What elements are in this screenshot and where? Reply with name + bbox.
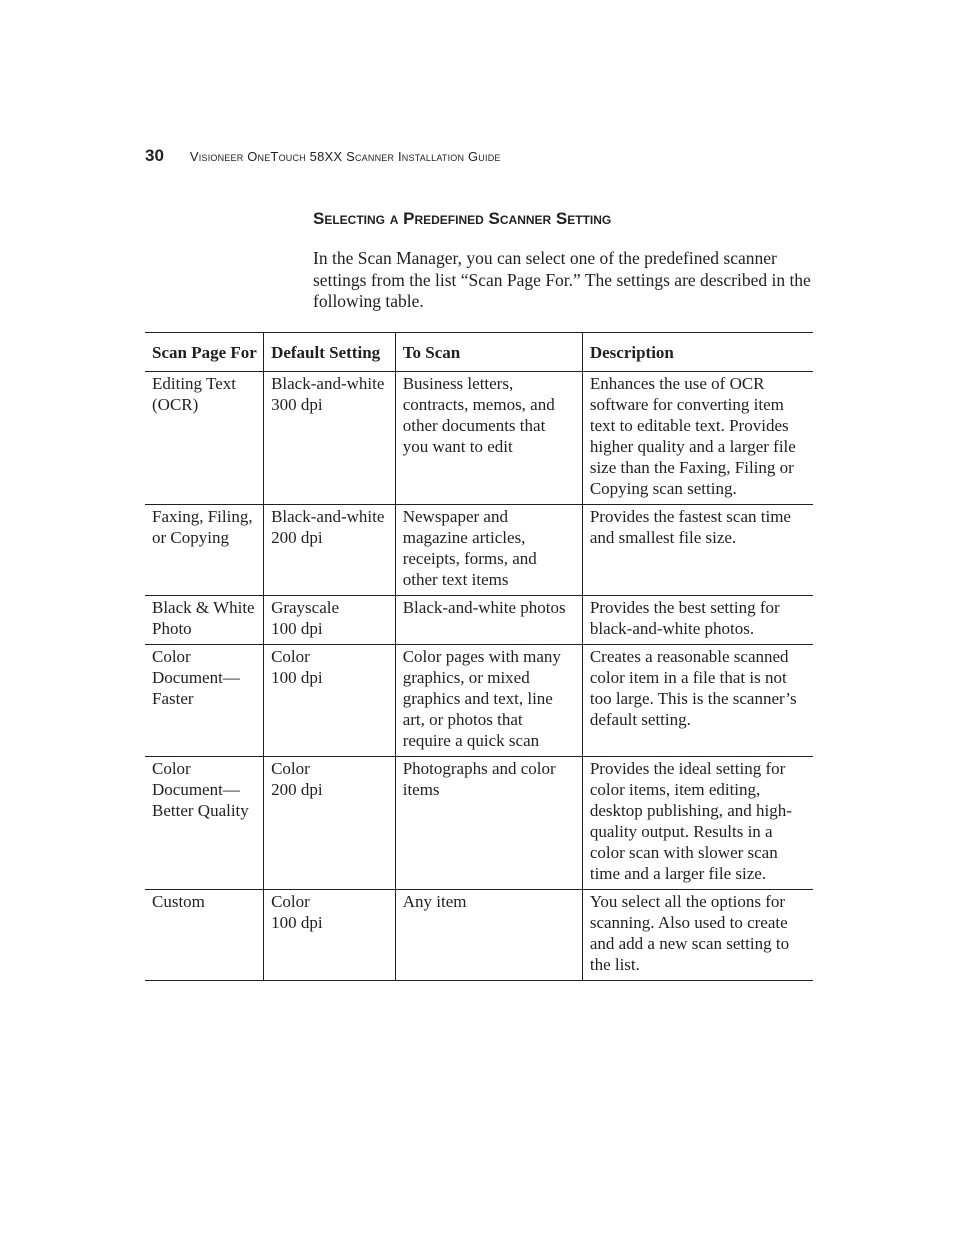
cell-text: Black-and-white 200 dpi: [271, 507, 385, 547]
cell-text: Creates a reasonable scanned color item in a file that is not too large. This is the scanner’s default setting.: [589, 647, 797, 729]
cell-text: Color 200 dpi: [271, 759, 323, 799]
cell-text: Grayscale 100 dpi: [271, 598, 340, 638]
scanner-settings-table: [145, 332, 813, 981]
cell-scan-page-for: [145, 596, 264, 645]
table-row: [145, 645, 813, 757]
cell-text: Provides the fastest scan time and smallest file size.: [589, 507, 791, 547]
cell-text: Newspaper and magazine articles, receipts, forms, and other text items: [402, 507, 537, 589]
table-header-row: [145, 333, 813, 372]
cell-default-setting: [264, 890, 396, 981]
cell-text: Any item: [402, 892, 467, 911]
column-header-scan-page-for: Scan Page For: [145, 333, 264, 372]
cell-text: Enhances the use of OCR software for converting item text to editable text. Provides higher quality and a larger file size than the Faxing, Filing or Copying scan setting.: [589, 374, 796, 498]
page-header: [145, 146, 501, 166]
table-row: [145, 890, 813, 981]
cell-description: [582, 505, 813, 596]
cell-scan-page-for: [145, 645, 264, 757]
cell-description: [582, 645, 813, 757]
cell-to-scan: [395, 757, 582, 890]
cell-default-setting: [264, 372, 396, 505]
cell-to-scan: [395, 596, 582, 645]
page-number: 30: [145, 146, 164, 165]
cell-scan-page-for: [145, 505, 264, 596]
table-row: [145, 505, 813, 596]
table-row: [145, 596, 813, 645]
cell-scan-page-for: [145, 890, 264, 981]
table-row: [145, 757, 813, 890]
cell-text: Business letters, contracts, memos, and other documents that you want to edit: [402, 374, 555, 456]
cell-to-scan: [395, 372, 582, 505]
table-row: [145, 372, 813, 505]
cell-text: Provides the best setting for black-and-white photos.: [589, 598, 780, 638]
cell-description: [582, 372, 813, 505]
cell-to-scan: [395, 645, 582, 757]
cell-description: [582, 596, 813, 645]
cell-default-setting: [264, 757, 396, 890]
running-title: Visioneer OneTouch 58XX Scanner Installation Guide: [189, 149, 501, 164]
cell-text: Photographs and color items: [402, 759, 556, 799]
cell-description: [582, 890, 813, 981]
cell-text: Black-and-white 300 dpi: [271, 374, 385, 414]
cell-text: Color pages with many graphics, or mixed graphics and text, line art, or photos that require a quick scan: [402, 647, 561, 750]
intro-paragraph: In the Scan Manager, you can select one of the predefined scanner settings from the list “Scan Page For.” The settings are described in the following table.: [313, 248, 811, 311]
cell-to-scan: [395, 890, 582, 981]
cell-text: Faxing, Filing, or Copying: [152, 507, 253, 547]
cell-text: Color 100 dpi: [271, 892, 323, 932]
cell-text: Color Document— Better Quality: [152, 759, 249, 820]
cell-text: Black & White Photo: [152, 598, 255, 638]
cell-to-scan: [395, 505, 582, 596]
cell-description: [582, 757, 813, 890]
cell-default-setting: [264, 505, 396, 596]
cell-text: You select all the options for scanning. Also used to create and add a new scan setting to the list.: [589, 892, 790, 974]
column-header-default-setting: Default Setting: [264, 333, 396, 372]
column-header-description: Description: [582, 333, 813, 372]
cell-scan-page-for: [145, 757, 264, 890]
column-header-to-scan: To Scan: [395, 333, 582, 372]
cell-scan-page-for: [145, 372, 264, 505]
cell-text: Black-and-white photos: [402, 598, 566, 617]
cell-text: Color 100 dpi: [271, 647, 323, 687]
cell-default-setting: [264, 645, 396, 757]
section-title: Selecting a Predefined Scanner Setting: [313, 209, 612, 228]
cell-default-setting: [264, 596, 396, 645]
cell-text: Provides the ideal setting for color items, item editing, desktop publishing, and high- quality output. Results in a color scan with slower scan time and a larger file size.: [589, 759, 792, 883]
cell-text: Custom: [152, 892, 205, 911]
cell-text: Editing Text (OCR): [152, 374, 236, 414]
cell-text: Color Document— Faster: [152, 647, 240, 708]
